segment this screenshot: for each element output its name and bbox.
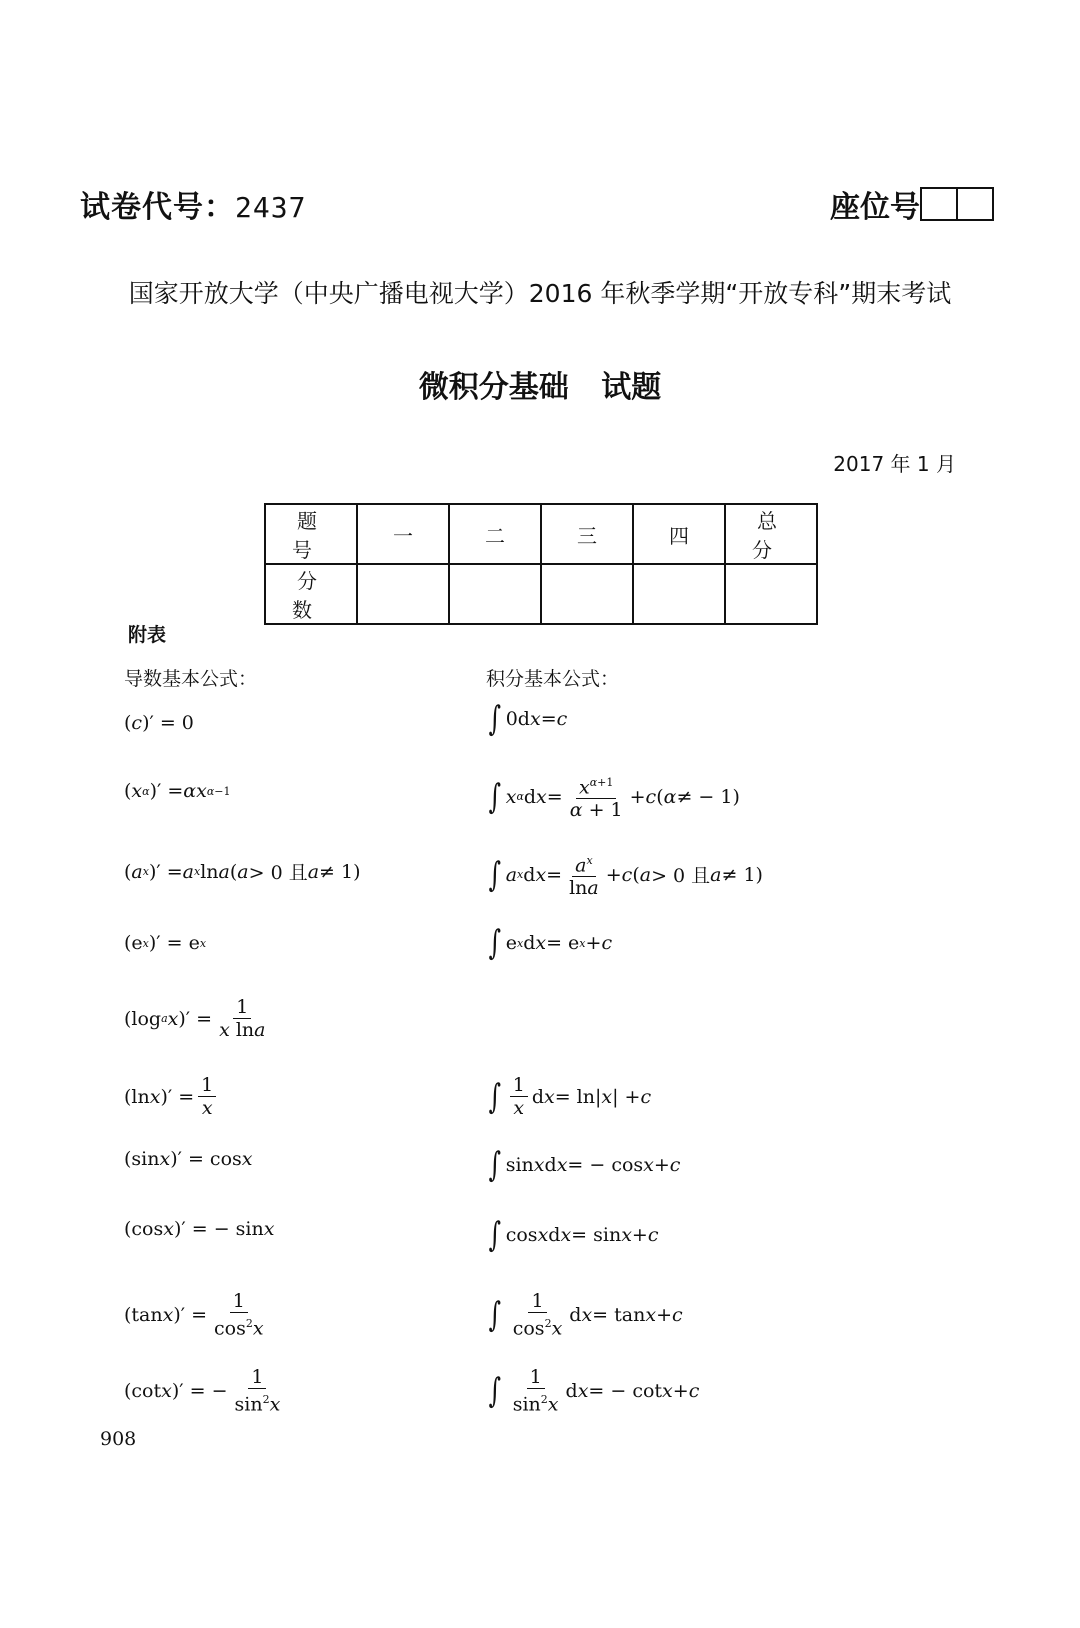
- integral-formula: ∫ 0d x = c: [488, 699, 568, 739]
- derivative-formula: (e x )′ = e x: [124, 932, 207, 954]
- integral-sign-icon: ∫: [488, 699, 502, 739]
- score-input-cell[interactable]: [633, 564, 725, 624]
- integral-sign-icon: ∫: [488, 776, 502, 817]
- score-input-cell[interactable]: [541, 564, 633, 624]
- seat-number: [830, 182, 994, 226]
- exam-code-number: 2437: [235, 191, 307, 224]
- derivative-formula: ( c )′ = 0: [124, 712, 194, 734]
- score-header-cell: 三: [541, 504, 633, 564]
- page-number: 908: [100, 1428, 137, 1450]
- derivative-formula: ( x α )′ = αx α−1: [124, 780, 231, 802]
- integral-formula: ∫ $\frac{1}{\sin^2x}$ d x = − cot x + c: [488, 1366, 700, 1416]
- score-row-label: 分 数: [265, 564, 357, 624]
- integral-formula: ∫ sin x d x = − cos x + c: [488, 1145, 681, 1185]
- derivative-formula: (log a x )′ = $\frac{1}{\text{x lna}}$: [124, 996, 266, 1041]
- integral-formula: ∫ $\frac{1}{x}$ d x = ln| x | + c: [488, 1074, 652, 1119]
- integral-formula: ∫ a x d x = $\frac{a^x}{\ln a}$ + c ( a > 0 且 a ≠ 1): [486, 850, 763, 899]
- derivative-formula: (cos x )′ = − sin x: [124, 1218, 275, 1240]
- integral-formula: ∫ $\frac{1}{\cos^2x}$ d x = tan x + c: [488, 1290, 683, 1340]
- derivative-formula: (cot x )′ = − $\frac{1}{\sin^2x}$: [124, 1366, 281, 1416]
- exam-date: 2017 年 1 月: [833, 452, 956, 476]
- integral-sign-icon: ∫: [488, 1294, 502, 1335]
- integral-formula: ∫ e x d x = e x + c: [488, 923, 613, 963]
- integral-sign-icon: ∫: [488, 1215, 502, 1255]
- seat-number-label: 座位号: [830, 190, 920, 225]
- derivative-formula: (tan x )′ = $\frac{1}{\cos^2x}$: [124, 1290, 264, 1340]
- score-input-cell[interactable]: [449, 564, 541, 624]
- score-header-cell: 二: [449, 504, 541, 564]
- integral-sign-icon: ∫: [488, 1370, 502, 1411]
- derivative-formulas-title: 导数基本公式：: [124, 668, 258, 690]
- integral-formula: ∫ x α d x = $\frac{x^{\alpha+1}}{\alpha + 1}$ + c ( α ≠ − 1): [486, 772, 740, 821]
- derivative-formula: (sin x )′ = cos x: [124, 1148, 253, 1170]
- integral-formula: ∫ cos x d x = sin x + c: [488, 1215, 659, 1255]
- seat-number-boxes: [922, 187, 994, 221]
- score-header-cell: 总 分: [725, 504, 817, 564]
- seat-box[interactable]: [956, 187, 994, 221]
- integral-sign-icon: ∫: [488, 923, 502, 963]
- score-input-cell[interactable]: [357, 564, 449, 624]
- score-header-cell: 一: [357, 504, 449, 564]
- seat-box[interactable]: [920, 187, 958, 221]
- integral-sign-icon: ∫: [488, 1076, 502, 1117]
- score-header-cell: 题 号: [265, 504, 357, 564]
- derivative-formula: ( a x )′ = a x ln a ( a > 0 且 a ≠ 1): [124, 860, 361, 884]
- score-header-cell: 四: [633, 504, 725, 564]
- subject-title: 微积分基础 试题: [418, 370, 662, 405]
- exam-code: [80, 182, 306, 226]
- integral-sign-icon: ∫: [488, 854, 502, 895]
- score-table-header-row: [265, 504, 817, 564]
- integral-sign-icon: ∫: [488, 1145, 502, 1185]
- score-table: [264, 503, 818, 625]
- exam-code-label: 试卷代号：: [80, 190, 235, 225]
- score-input-cell[interactable]: [725, 564, 817, 624]
- appendix-title: 附表: [128, 624, 167, 646]
- derivative-formula: (ln x )′ = $\frac{1}{x}$: [124, 1074, 220, 1119]
- integral-formulas-title: 积分基本公式：: [486, 668, 620, 690]
- score-table-score-row: [265, 564, 817, 624]
- university-line: 国家开放大学（中央广播电视大学）2016 年秋季学期“开放专科”期末考试: [128, 279, 952, 308]
